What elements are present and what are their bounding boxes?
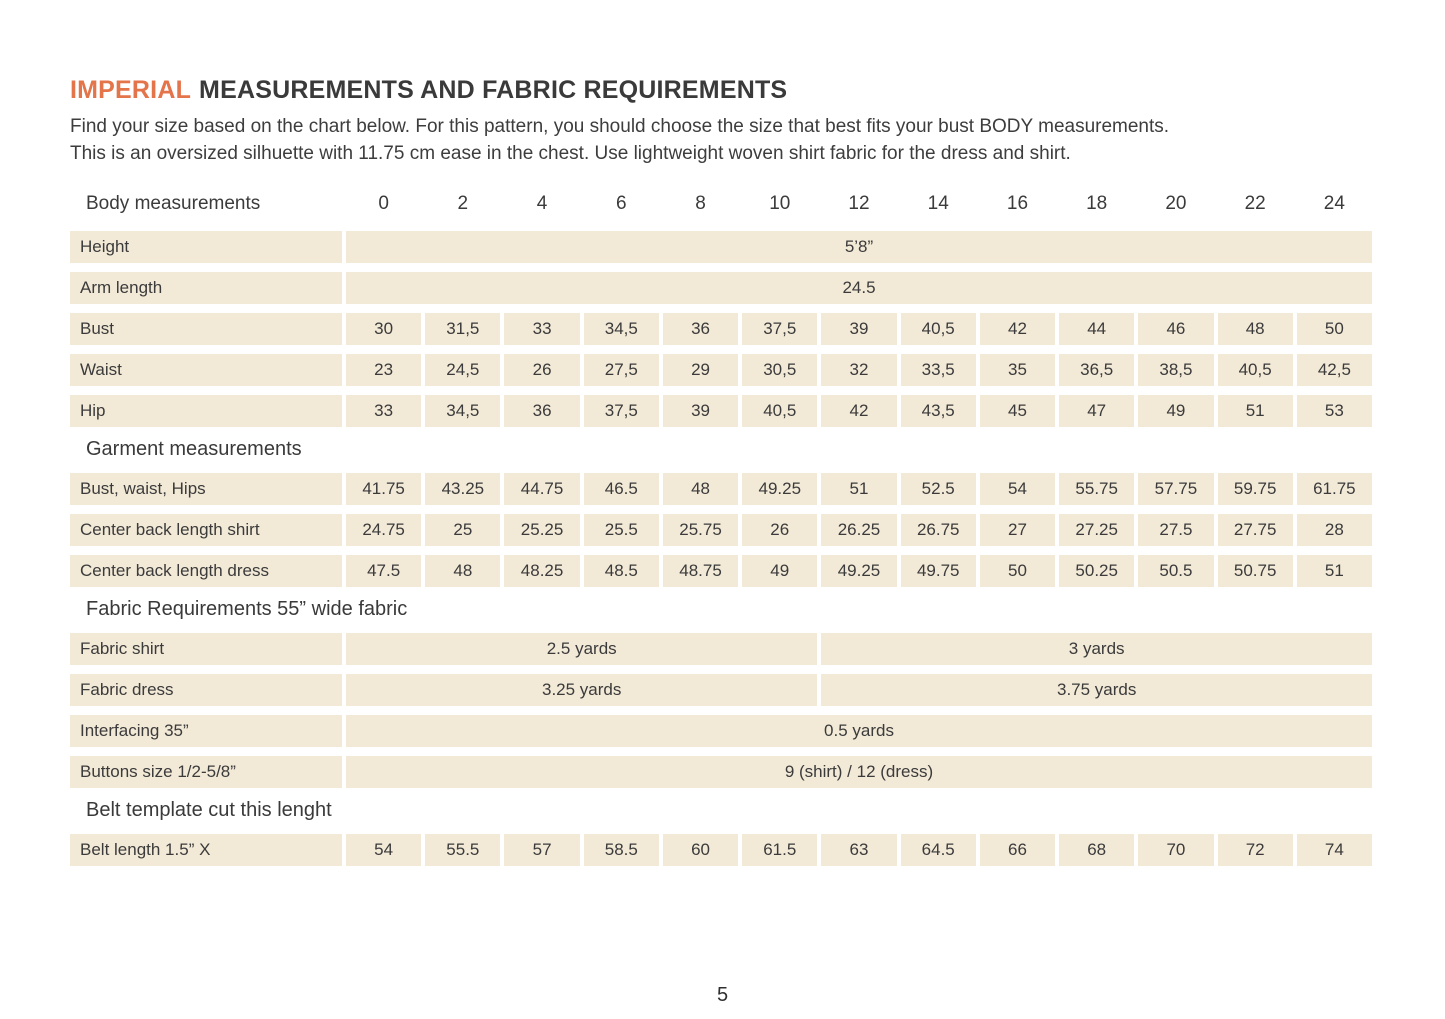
value-cell: 30,5 xyxy=(742,354,817,386)
value-cell: 45 xyxy=(980,395,1055,427)
value-cell: 53 xyxy=(1297,395,1372,427)
value-cell: 37,5 xyxy=(584,395,659,427)
value-cell: 50.25 xyxy=(1059,555,1134,587)
row-label: Height xyxy=(70,231,342,263)
value-cell: 44 xyxy=(1059,313,1134,345)
size-col-header: 20 xyxy=(1165,193,1187,214)
value-cell: 50 xyxy=(980,555,1055,587)
value-cell: 46.5 xyxy=(584,473,659,505)
value-cell: 42 xyxy=(821,395,896,427)
value-cell: 42,5 xyxy=(1297,354,1372,386)
value-cell: 26.75 xyxy=(901,514,976,546)
size-col-header: 24 xyxy=(1323,193,1345,214)
value-cell: 51 xyxy=(821,473,896,505)
value-cell: 33 xyxy=(504,313,579,345)
size-col-header: 10 xyxy=(769,193,791,214)
value-cell: 60 xyxy=(663,834,738,866)
value-cell: 44.75 xyxy=(504,473,579,505)
size-col-header: 14 xyxy=(927,193,949,214)
size-col-header: 0 xyxy=(378,193,389,214)
value-cell: 34,5 xyxy=(584,313,659,345)
value-cell: 25.25 xyxy=(504,514,579,546)
value-cell: 57.75 xyxy=(1138,473,1213,505)
value-cell: 54 xyxy=(980,473,1055,505)
value-cell: 51 xyxy=(1218,395,1293,427)
value-cell: 27.5 xyxy=(1138,514,1213,546)
size-col-header: 8 xyxy=(695,193,706,214)
intro-line-1: Find your size based on the chart below. For this pattern, you should choose the size that best fits your bust BODY measurements. xyxy=(70,116,1170,137)
value-cell: 43,5 xyxy=(901,395,976,427)
value-cell: 68 xyxy=(1059,834,1134,866)
table-row-buttons xyxy=(70,756,1372,788)
table-row-waist xyxy=(70,354,1372,386)
value-cell: 40,5 xyxy=(742,395,817,427)
table-row-belt-length xyxy=(70,834,1372,866)
row-label: Belt length 1.5” X xyxy=(70,834,342,866)
table-row-height xyxy=(70,231,1372,263)
table-row-cb-length-shirt xyxy=(70,514,1372,546)
value-cell: 31,5 xyxy=(425,313,500,345)
value-cell: 24.75 xyxy=(346,514,421,546)
value-cell: 49.25 xyxy=(742,473,817,505)
value-cell: 74 xyxy=(1297,834,1372,866)
row-label: Arm length xyxy=(70,272,342,304)
value-cell: 28 xyxy=(1297,514,1372,546)
title-rest: MEASUREMENTS AND FABRIC REQUIREMENTS xyxy=(199,76,788,104)
value-cell: 40,5 xyxy=(1218,354,1293,386)
value-cell: 48 xyxy=(663,473,738,505)
fabric-right-span-value: 3.75 yards xyxy=(821,674,1372,706)
value-cell: 55.75 xyxy=(1059,473,1134,505)
value-cell: 36 xyxy=(663,313,738,345)
value-cell: 32 xyxy=(821,354,896,386)
value-cell: 66 xyxy=(980,834,1055,866)
value-cell: 39 xyxy=(663,395,738,427)
value-cell: 52.5 xyxy=(901,473,976,505)
size-header-row xyxy=(70,187,1372,221)
value-cell: 55.5 xyxy=(425,834,500,866)
page-number: 5 xyxy=(716,984,729,1006)
value-cell: 47 xyxy=(1059,395,1134,427)
row-label: Bust xyxy=(70,313,342,345)
size-col-header: 12 xyxy=(848,193,870,214)
value-cell: 35 xyxy=(980,354,1055,386)
table-row-fabric-dress xyxy=(70,674,1372,706)
belt-section-heading: Belt template cut this lenght xyxy=(86,799,332,821)
value-cell: 26 xyxy=(504,354,579,386)
fabric-section-heading: Fabric Requirements 55” wide fabric xyxy=(86,598,408,620)
table-row-arm-length xyxy=(70,272,1372,304)
value-cell: 48 xyxy=(1218,313,1293,345)
value-cell: 58.5 xyxy=(584,834,659,866)
title-highlight: IMPERIAL xyxy=(70,76,192,104)
size-col-header: 2 xyxy=(457,193,469,214)
value-cell: 25.5 xyxy=(584,514,659,546)
value-cell: 39 xyxy=(821,313,896,345)
size-col-header: 22 xyxy=(1244,193,1266,214)
value-cell: 49.25 xyxy=(821,555,896,587)
value-cell: 27,5 xyxy=(584,354,659,386)
value-cell: 33 xyxy=(346,395,421,427)
value-cell: 43.25 xyxy=(425,473,500,505)
value-cell: 23 xyxy=(346,354,421,386)
value-cell: 36 xyxy=(504,395,579,427)
value-cell: 72 xyxy=(1218,834,1293,866)
value-cell: 63 xyxy=(821,834,896,866)
value-cell: 48.5 xyxy=(584,555,659,587)
row-label: Fabric shirt xyxy=(70,633,342,665)
garment-section-heading: Garment measurements xyxy=(86,438,302,460)
value-cell: 24,5 xyxy=(425,354,500,386)
value-cell: 30 xyxy=(346,313,421,345)
value-cell: 51 xyxy=(1297,555,1372,587)
value-cell: 29 xyxy=(663,354,738,386)
value-cell: 26 xyxy=(742,514,817,546)
row-label: Hip xyxy=(70,395,342,427)
value-cell: 26.25 xyxy=(821,514,896,546)
row-label: Bust, waist, Hips xyxy=(70,473,342,505)
value-cell: 42 xyxy=(980,313,1055,345)
value-cell: 25.75 xyxy=(663,514,738,546)
value-cell: 64.5 xyxy=(901,834,976,866)
row-label: Interfacing 35” xyxy=(70,715,342,747)
table-row-garment-bwh xyxy=(70,473,1372,505)
value-cell: 57 xyxy=(504,834,579,866)
table-row-bust xyxy=(70,313,1372,345)
fabric-right-span-value: 3 yards xyxy=(821,633,1372,665)
value-cell: 46 xyxy=(1138,313,1213,345)
intro-line-2: This is an oversized silhuette with 11.75 cm ease in the chest. Use lightweight woven shirt fabric for the dress and shirt. xyxy=(70,143,1071,164)
value-cell: 47.5 xyxy=(346,555,421,587)
intro-text xyxy=(70,113,1372,167)
value-cell: 25 xyxy=(425,514,500,546)
fabric-left-span-value: 2.5 yards xyxy=(346,633,817,665)
size-col-header: 4 xyxy=(536,193,548,214)
value-cell: 50.75 xyxy=(1218,555,1293,587)
row-span-value: 5’8” xyxy=(346,231,1372,263)
value-cell: 40,5 xyxy=(901,313,976,345)
value-cell: 49.75 xyxy=(901,555,976,587)
value-cell: 27.75 xyxy=(1218,514,1293,546)
value-cell: 37,5 xyxy=(742,313,817,345)
fabric-left-span-value: 3.25 yards xyxy=(346,674,817,706)
value-cell: 54 xyxy=(346,834,421,866)
row-label: Buttons size 1/2-5/8” xyxy=(70,756,342,788)
row-span-value: 24.5 xyxy=(346,272,1372,304)
value-cell: 48.25 xyxy=(504,555,579,587)
value-cell: 27 xyxy=(980,514,1055,546)
value-cell: 50.5 xyxy=(1138,555,1213,587)
value-cell: 61.5 xyxy=(742,834,817,866)
table-row-cb-length-dress xyxy=(70,555,1372,587)
value-cell: 33,5 xyxy=(901,354,976,386)
row-span-value: 0.5 yards xyxy=(346,715,1372,747)
value-cell: 49 xyxy=(742,555,817,587)
value-cell: 48.75 xyxy=(663,555,738,587)
row-label: Fabric dress xyxy=(70,674,342,706)
size-col-header: 16 xyxy=(1006,193,1029,214)
value-cell: 38,5 xyxy=(1138,354,1213,386)
value-cell: 41.75 xyxy=(346,473,421,505)
size-header-label: Body measurements xyxy=(86,193,261,214)
size-col-header: 6 xyxy=(616,193,627,214)
value-cell: 48 xyxy=(425,555,500,587)
value-cell: 59.75 xyxy=(1218,473,1293,505)
table-row-hip xyxy=(70,395,1372,427)
row-label: Waist xyxy=(70,354,342,386)
row-label: Center back length dress xyxy=(70,555,342,587)
table-row-interfacing xyxy=(70,715,1372,747)
row-label: Center back length shirt xyxy=(70,514,342,546)
value-cell: 27.25 xyxy=(1059,514,1134,546)
row-span-value: 9 (shirt) / 12 (dress) xyxy=(346,756,1372,788)
size-col-header: 18 xyxy=(1086,193,1108,214)
value-cell: 36,5 xyxy=(1059,354,1134,386)
value-cell: 61.75 xyxy=(1297,473,1372,505)
value-cell: 34,5 xyxy=(425,395,500,427)
table-row-fabric-shirt xyxy=(70,633,1372,665)
value-cell: 50 xyxy=(1297,313,1372,345)
page-title xyxy=(70,76,1372,105)
value-cell: 70 xyxy=(1138,834,1213,866)
value-cell: 49 xyxy=(1138,395,1213,427)
